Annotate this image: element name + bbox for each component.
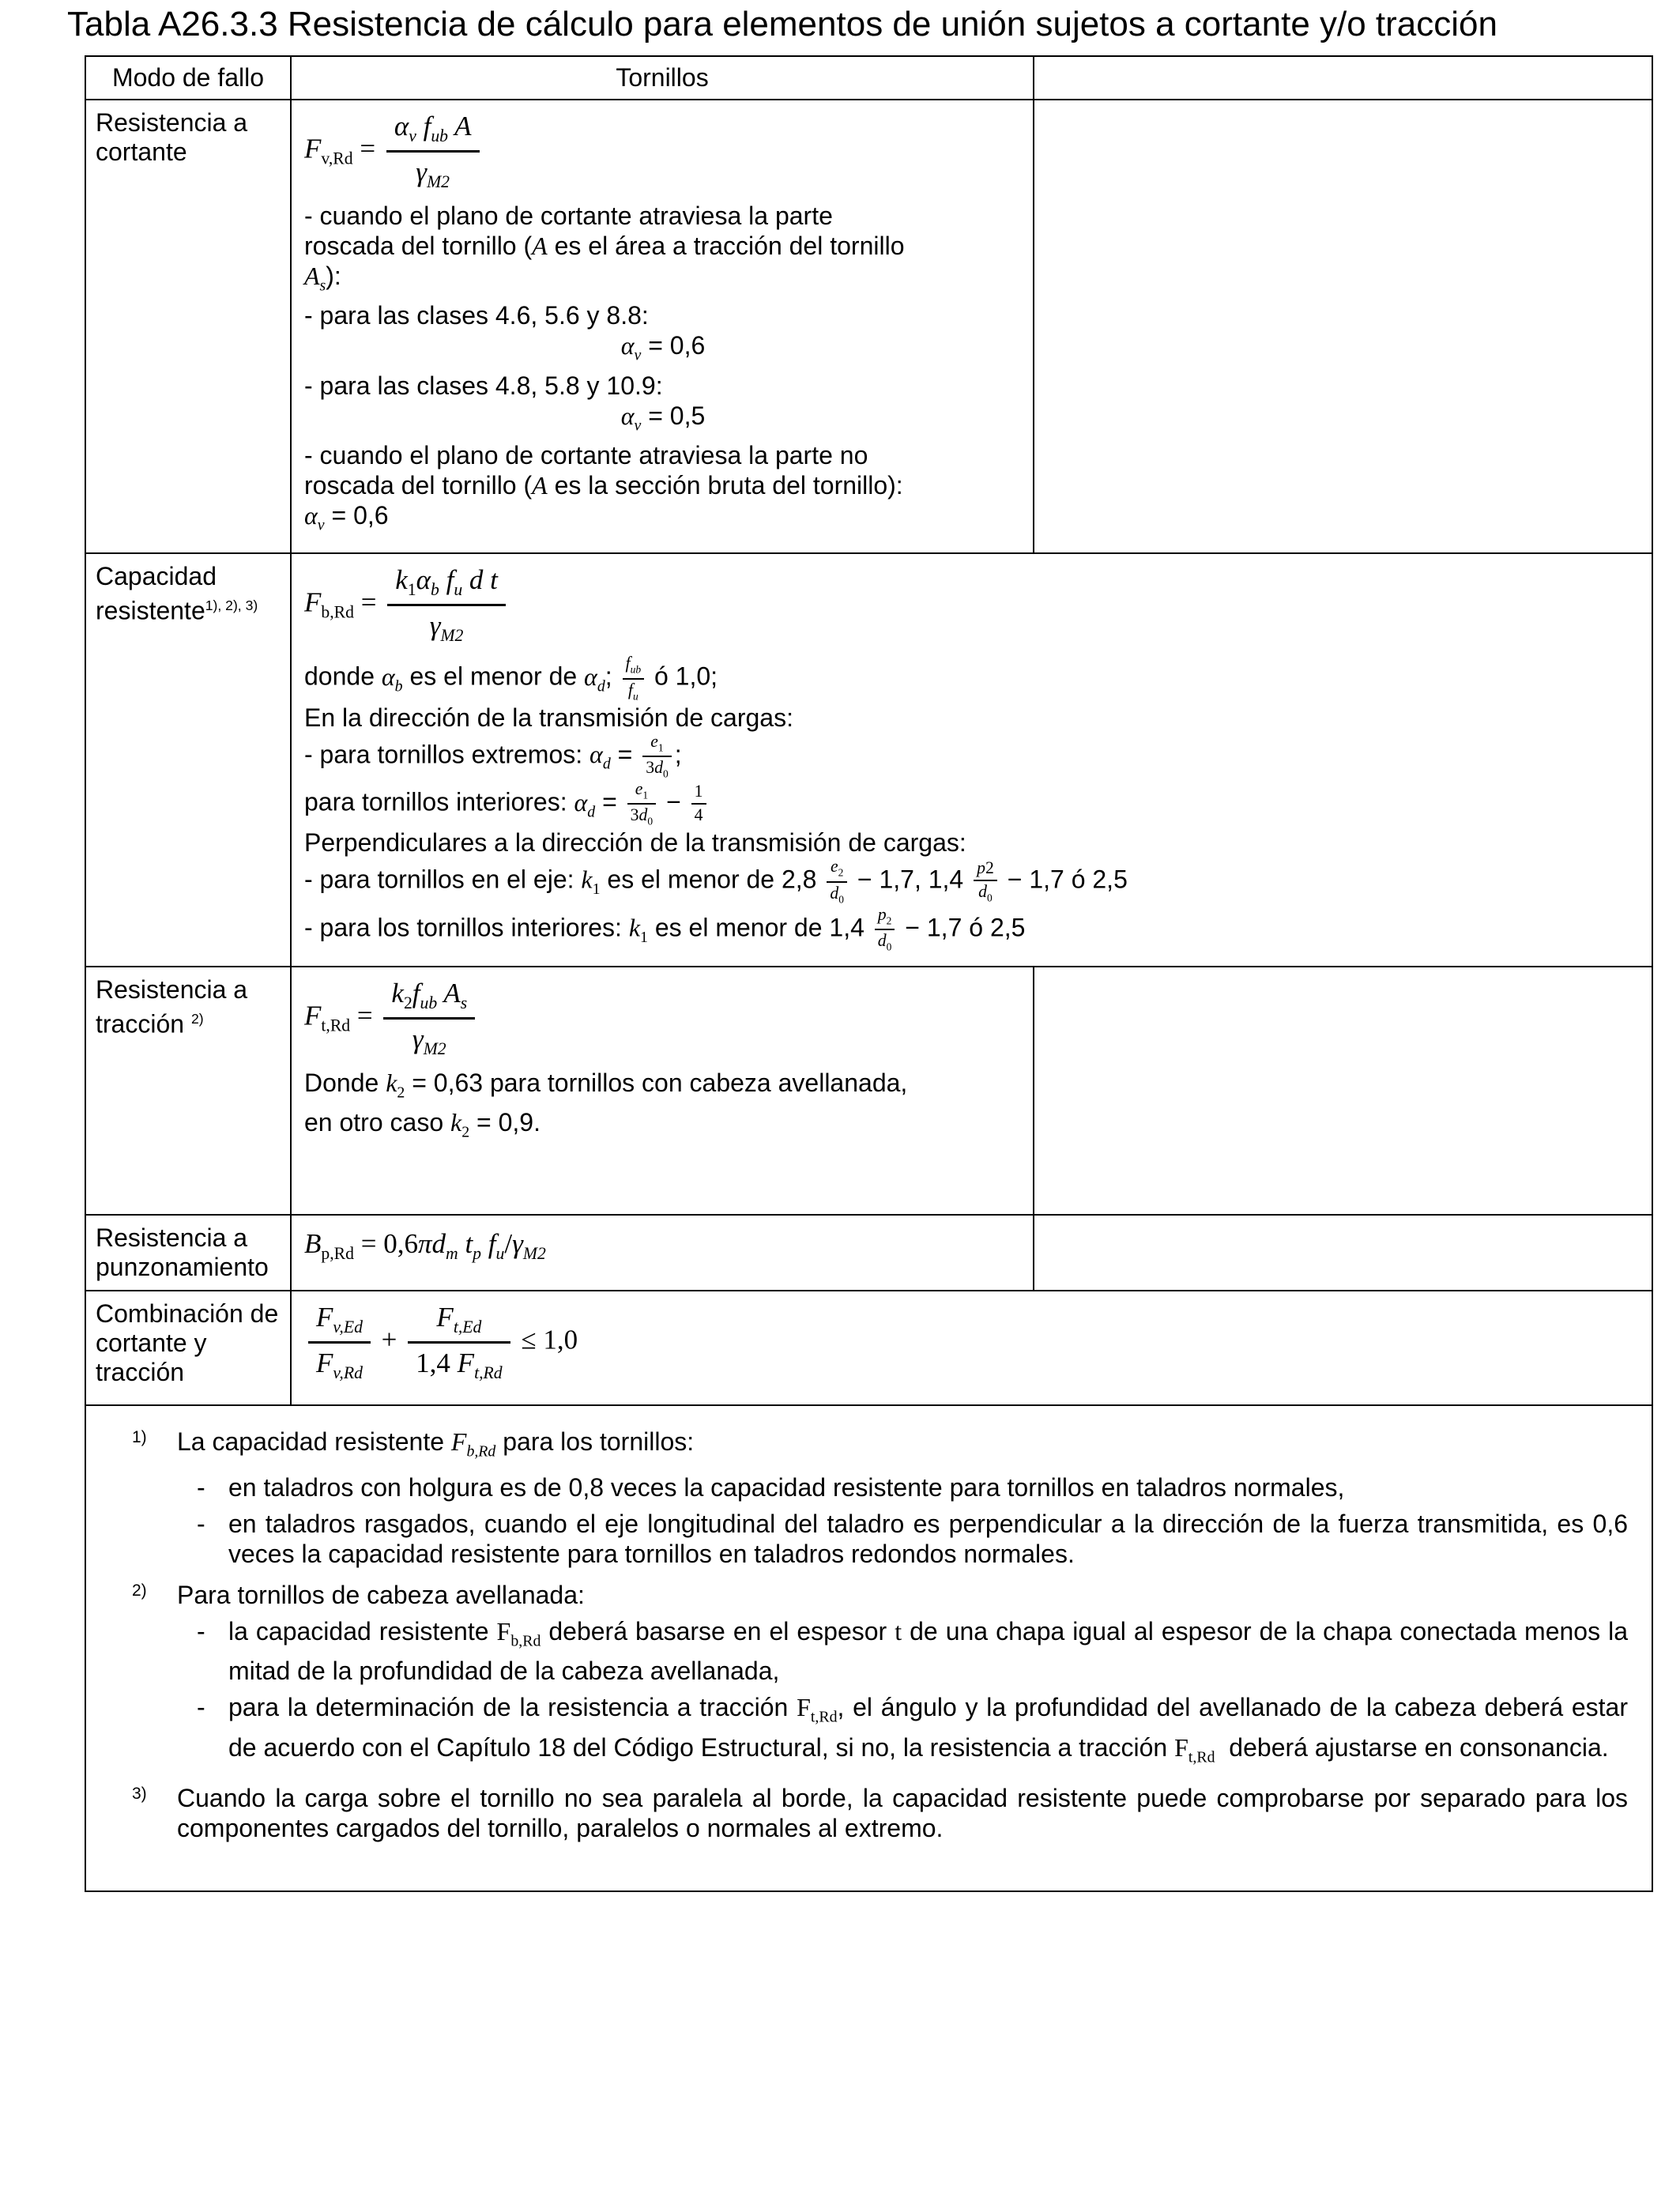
row-combinacion-cortante-traccion [85,1291,1652,1405]
footnote-1-header: La capacidad resistente $F_{b,Rd}$ para los tornillos: [177,1427,695,1461]
formula-ftrd: $F_{t,Rd}$ = $\frac{k_2f_{ub} A_s}{\gamma_{M2}}$ [304,971,1022,1068]
row-resistencia-a-cortante [85,100,1652,553]
bullet-text: para la determinación de la resistencia a tracción $F_{t,Rd}$, el ángulo y la profundidad del avellanado de la cabeza deberá estar de acuerdo con el Capítulo 18 del Código Estructural, si no, la resistencia a tracción $F_{t,Rd}$ deberá ajustarse en consonancia. [228,1693,1629,1766]
footnote-3 [86,1783,1628,1843]
text-line-perpendicular: Perpendiculares a la dirección de la transmisión de cargas: [304,828,966,858]
footnote-2-header: Para tornillos de cabeza avellanada: [177,1581,585,1610]
header-cell-modo-de-fallo: Modo de fallo [85,56,291,100]
empty-cell [1034,1215,1652,1291]
bullet-dash: - [197,1473,205,1502]
empty-cell [1034,967,1652,1215]
text-line-end-bolts: - para tornillos extremos: $\alpha_d$ = $\frac{e_1}{3d_0}$ ; [304,731,682,780]
row-resistencia-a-traccion [85,967,1652,1215]
combined-content-cell [291,1291,1652,1405]
footnote-2-number: 2) [132,1581,147,1600]
failure-mode-punching: Resistencia a punzonamiento [85,1215,291,1291]
design-resistance-table [85,55,1653,1892]
text-line-k2: Donde $k_2 = 0,63$ para tornillos con cabeza avellanada, en otro caso $k_2 = 0,9$. [304,1069,908,1141]
bullet-text: la capacidad resistente $F_{b,Rd}$ deberá basarse en el espesor t de una chapa igual al espesor de la chapa conectada menos la mitad de la profundidad de la cabeza avellanada, [228,1617,1629,1686]
bullet-dash: - [197,1693,205,1722]
punching-content-cell [291,1215,1034,1291]
table-caption: Tabla A26.3.3 Resistencia de cálculo para elementos de unión sujetos a cortante y/o tracción [67,5,1497,43]
formula-interaction: $\frac{F_{v,Ed}}{F_{v,Rd}}$ + $\frac{F_{t,Ed}}{1,4 F_{t,Rd}}$ ≤ 1,0 [304,1295,1640,1392]
formula-fvrd: $F_{v,Rd}$ = $\frac{\alpha_v f_{ub} A}{\gamma_{M2}}$ [304,104,1022,201]
footnotes-row [85,1405,1652,1892]
footnote-2-bullet-2 [197,1692,1628,1772]
row-capacidad-resistente [85,553,1652,967]
alpha-v-05: $\alpha_v = 0,5$ [620,401,706,435]
formula-fbrd: $F_{b,Rd}$ = $\frac{k_1\alpha_b f_u d t}{\gamma_{M2}}$ [304,557,1640,654]
text-line-shear-plane-unthreaded: - cuando el plano de cortante atraviesa la parte no roscada del tornillo (A es la sección bruta del tornillo): $\alpha_v = 0,6$ [304,441,903,534]
text-line-inner-bolts: para tornillos interiores: $\alpha_d$ = $\frac{e_1}{3d_0}$ − $\frac{1}{4}$ [304,780,1640,827]
bullet-text: en taladros rasgados, cuando el eje longitudinal del taladro es perpendicular a la dirección de la fuerza transmitida, es 0,6 veces la capacidad resistente para tornillos en taladros redondos normales. [228,1510,1628,1569]
tension-content-cell [291,967,1034,1215]
footnote-3-header: Cuando la carga sobre el tornillo no sea paralela al borde, la capacidad resistente puede comprobarse por separado para los componentes cargados del tornillo, paralelos o normales al extremo. [177,1784,1628,1843]
text-line-alpha-b: donde $\alpha_b$ es el menor de $\alpha_d$; $f_{ub}$ $f_u$ ó 1,0; [304,654,718,702]
empty-cell [1034,100,1652,553]
alpha-v-06: $\alpha_v = 0,6$ [620,331,706,364]
footnote-3-number: 3) [132,1785,147,1804]
bearing-content-cell [291,553,1652,967]
formula-bprd: $B_{p,Rd} = 0,6\pi d_m$ $t_p$ $f_u/\gamma_{M2}$ [304,1227,546,1263]
header-cell-tornillos: Tornillos [291,56,1034,100]
footnote-1 [86,1427,1628,1569]
failure-mode-bearing: Capacidad resistente$^{1), 2), 3)}$ [85,553,291,967]
text-line-load-direction: En la dirección de la transmisión de cargas: [304,703,793,732]
text-line-k1-edge: - para tornillos en el eje: $k_1$ es el menor de 2,8 $\frac{e_2}{d_0}$ − 1,7, 1,4 $\frac{p2}{d_0}$ − 1,7 ó 2,5 [304,857,1128,905]
footnote-1-bullet-2 [197,1509,1628,1569]
footnote-1-number: 1) [132,1427,147,1446]
failure-mode-combined: Combinación de cortante y tracción [85,1291,291,1405]
row-resistencia-a-punzonamiento [85,1215,1652,1291]
bullet-dash: - [197,1617,205,1646]
bullet-text: en taladros con holgura es de 0,8 veces la capacidad resistente para tornillos en taladros normales, [228,1473,1345,1502]
failure-mode-tension: Resistencia a tracción $^{2)}$ [85,967,291,1215]
footnote-1-bullet-1 [197,1472,1628,1502]
bullet-dash: - [197,1510,205,1539]
failure-mode-shear: Resistencia a cortante [85,100,291,553]
text-line-shear-plane-threaded: - cuando el plano de cortante atraviesa la parte roscada del tornillo (A es el área a tracción del tornillo $A_s$): [304,201,905,295]
text-line-classes-48: - para las clases 4.8, 5.8 y 10.9: [304,371,663,400]
text-line-k1-inner: - para los tornillos interiores: $k_1$ es el menor de 1,4 $\frac{p_2}{d_0}$ − 1,7 ó 2,5 [304,904,1026,953]
shear-content-cell [291,100,1034,553]
footnote-2 [86,1580,1628,1772]
header-row [85,56,1652,100]
footnotes-cell [85,1405,1652,1892]
header-cell-empty [1034,56,1652,100]
text-line-classes-46: - para las clases 4.6, 5.6 y 8.8: [304,301,649,330]
footnote-2-bullet-1 [197,1616,1628,1686]
